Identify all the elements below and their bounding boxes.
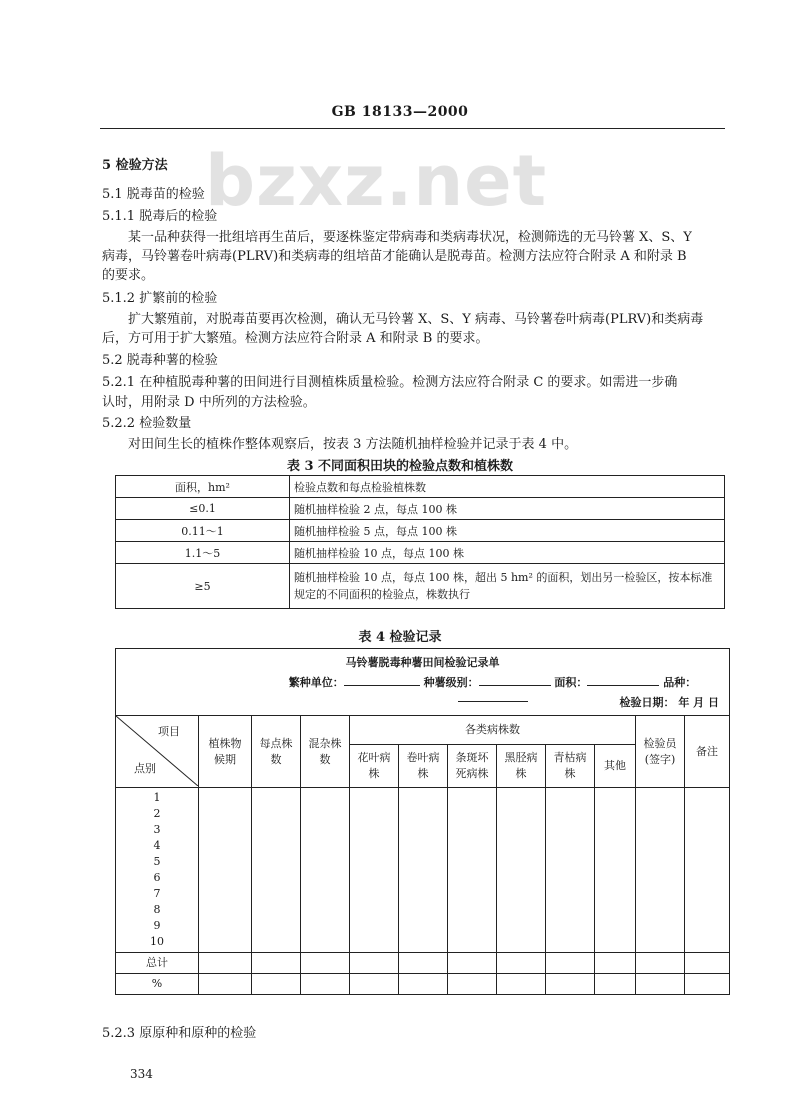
- col-mixed-count: 混杂株数: [301, 716, 350, 788]
- table3-caption: 表 3 不同面积田块的检验点数和植株数: [286, 459, 514, 474]
- table-cell[interactable]: [497, 974, 546, 995]
- point-label: 9: [153, 919, 161, 932]
- section-5-1-heading: 5.1 脱毒苗的检验: [102, 187, 205, 202]
- diagonal-header: [116, 716, 199, 788]
- table-cell[interactable]: [399, 974, 448, 995]
- para-5-1-1-line1: 某一品种获得一批组培再生苗后，要逐株鉴定带病毒和类病毒状况，检测筛选的无马铃薯 X、S、Y: [128, 230, 692, 245]
- table-cell[interactable]: [252, 788, 301, 953]
- table-row: [116, 542, 725, 564]
- para-5-2-1-line2: 认时，用附录 D 中所列的方法检验。: [102, 395, 316, 410]
- point-label: 10: [150, 935, 164, 948]
- table-header-row: [116, 476, 725, 498]
- table-cell[interactable]: [448, 974, 497, 995]
- table-cell[interactable]: [350, 788, 399, 953]
- col-bacterial-wilt: 青枯病株: [546, 745, 595, 788]
- table-cell[interactable]: [350, 974, 399, 995]
- table-cell[interactable]: [685, 788, 730, 953]
- table-cell[interactable]: [546, 953, 595, 974]
- table-cell[interactable]: [448, 953, 497, 974]
- table-cell: 随机抽样检验 10 点，每点 100 株: [290, 542, 725, 564]
- point-label: 5: [153, 855, 161, 868]
- col-inspector: 检验员(签字): [636, 716, 685, 788]
- section-5-1-1-heading: 5.1.1 脱毒后的检验: [102, 209, 218, 224]
- table-cell: 1.1～5: [116, 542, 290, 564]
- table-cell[interactable]: [448, 788, 497, 953]
- header-rule: [100, 128, 725, 129]
- table-cell[interactable]: [685, 953, 730, 974]
- field-grade-blank[interactable]: [479, 675, 551, 686]
- table-cell[interactable]: [199, 974, 252, 995]
- para-5-1-1-line3: 的要求。: [102, 268, 155, 283]
- table-header-points: 检验点数和每点检验植株数: [290, 476, 725, 498]
- table-cell[interactable]: [301, 974, 350, 995]
- table-cell[interactable]: [252, 953, 301, 974]
- page-header-standard: GB 18133—2000: [331, 104, 469, 120]
- diagonal-line: [116, 716, 198, 786]
- field-variety-blank[interactable]: [458, 691, 528, 702]
- para-5-2-1-line1: 5.2.1 在种植脱毒种薯的田间进行目测植株质量检验。检测方法应符合附录 C 的要求。如需进一步确: [102, 375, 678, 390]
- section-5-1-2-heading: 5.1.2 扩繁前的检验: [102, 291, 218, 306]
- section-5-2-2-heading: 5.2.2 检验数量: [102, 416, 192, 431]
- table-cell[interactable]: [199, 788, 252, 953]
- table-row-total: [116, 953, 730, 974]
- inspection-date: 检验日期： 年 月 日: [619, 696, 719, 709]
- field-area-blank[interactable]: [587, 675, 659, 686]
- total-label: 总计: [116, 953, 199, 974]
- col-blackleg: 黑胫病株: [497, 745, 546, 788]
- col-leafroll: 卷叶病株: [399, 745, 448, 788]
- table-cell[interactable]: [301, 953, 350, 974]
- col-mosaic: 花叶病株: [350, 745, 399, 788]
- watermark: bzxz.net: [205, 140, 548, 222]
- cell-line: 规定的不同面积的检验点，株数执行: [294, 588, 470, 601]
- point-labels: [116, 788, 199, 953]
- form-header: [116, 649, 730, 716]
- table-row: [116, 564, 725, 609]
- point-label: 2: [153, 807, 161, 820]
- table-row-percent: [116, 974, 730, 995]
- col-other: 其他: [595, 745, 636, 788]
- table4-caption: 表 4 检验记录: [358, 630, 442, 645]
- para-5-1-2-line1: 扩大繁殖前，对脱毒苗要再次检测，确认无马铃薯 X、S、Y 病毒、马铃薯卷叶病毒(PLRV)和类病毒: [128, 312, 704, 327]
- field-unit-label: 繁种单位：: [288, 676, 344, 689]
- table-cell[interactable]: [399, 788, 448, 953]
- table-row: [116, 788, 730, 953]
- page-number: 334: [130, 1067, 153, 1081]
- field-grade-label: 种薯级别：: [423, 676, 479, 689]
- table-cell: 0.11～1: [116, 520, 290, 542]
- point-label: 3: [153, 823, 161, 836]
- table-cell: [290, 564, 725, 609]
- table-cell[interactable]: [636, 953, 685, 974]
- field-area-label: 面积：: [554, 676, 588, 689]
- col-plant-stage: 植株物候期: [199, 716, 252, 788]
- table-cell[interactable]: [636, 974, 685, 995]
- col-count-per-point: 每点株数: [252, 716, 301, 788]
- table-row: [116, 520, 725, 542]
- table-cell: 随机抽样检验 5 点，每点 100 株: [290, 520, 725, 542]
- table-cell[interactable]: [350, 953, 399, 974]
- table-row: [116, 498, 725, 520]
- para-5-1-2-line2: 后，方可用于扩大繁殖。检测方法应符合附录 A 和附录 B 的要求。: [102, 331, 489, 346]
- table-cell[interactable]: [252, 974, 301, 995]
- percent-label: %: [116, 974, 199, 995]
- point-label: 1: [153, 791, 161, 804]
- table-cell: 随机抽样检验 2 点，每点 100 株: [290, 498, 725, 520]
- table-cell[interactable]: [546, 788, 595, 953]
- table-cell[interactable]: [399, 953, 448, 974]
- para-5-2-2: 对田间生长的植株作整体观察后，按表 3 方法随机抽样检验并记录于表 4 中。: [128, 437, 578, 452]
- point-label: 4: [153, 839, 161, 852]
- table-cell[interactable]: [497, 953, 546, 974]
- table-cell[interactable]: [199, 953, 252, 974]
- cell-line: 随机抽样检验 10 点，每点 100 株，超出 5 hm² 的面积，划出另一检验区，按本标准: [294, 571, 713, 584]
- table-cell[interactable]: [636, 788, 685, 953]
- para-5-1-1-line2: 病毒，马铃薯卷叶病毒(PLRV)和类病毒的组培苗才能确认是脱毒苗。检测方法应符合附录 A 和附录 B: [102, 249, 687, 264]
- table-cell[interactable]: [546, 974, 595, 995]
- field-unit-blank[interactable]: [344, 675, 420, 686]
- table-cell[interactable]: [301, 788, 350, 953]
- col-notes: 备注: [685, 716, 730, 788]
- table3: [115, 475, 725, 609]
- table-cell[interactable]: [497, 788, 546, 953]
- table-cell: ≥5: [116, 564, 290, 609]
- field-variety-label: 品种：: [663, 676, 697, 689]
- section-5-2-3-heading: 5.2.3 原原种和原种的检验: [102, 1026, 257, 1041]
- section-5-heading: 5 检验方法: [102, 158, 168, 173]
- diag-bottom-label: 点别: [134, 762, 156, 775]
- point-label: 6: [153, 871, 161, 884]
- table-cell: ≤0.1: [116, 498, 290, 520]
- section-5-2-heading: 5.2 脱毒种薯的检验: [102, 353, 218, 368]
- col-streak-necrosis: 条斑坏死病株: [448, 745, 497, 788]
- table4: [115, 648, 730, 995]
- point-label: 7: [153, 887, 161, 900]
- table-cell[interactable]: [595, 974, 636, 995]
- table-cell[interactable]: [595, 953, 636, 974]
- table-cell[interactable]: [595, 788, 636, 953]
- diag-top-label: 项目: [158, 725, 180, 738]
- table-cell[interactable]: [685, 974, 730, 995]
- col-disease-group: 各类病株数: [350, 716, 636, 745]
- point-label: 8: [153, 903, 161, 916]
- table-header-area: 面积，hm²: [116, 476, 290, 498]
- form-title: 马铃薯脱毒种薯田间检验记录单: [345, 656, 500, 669]
